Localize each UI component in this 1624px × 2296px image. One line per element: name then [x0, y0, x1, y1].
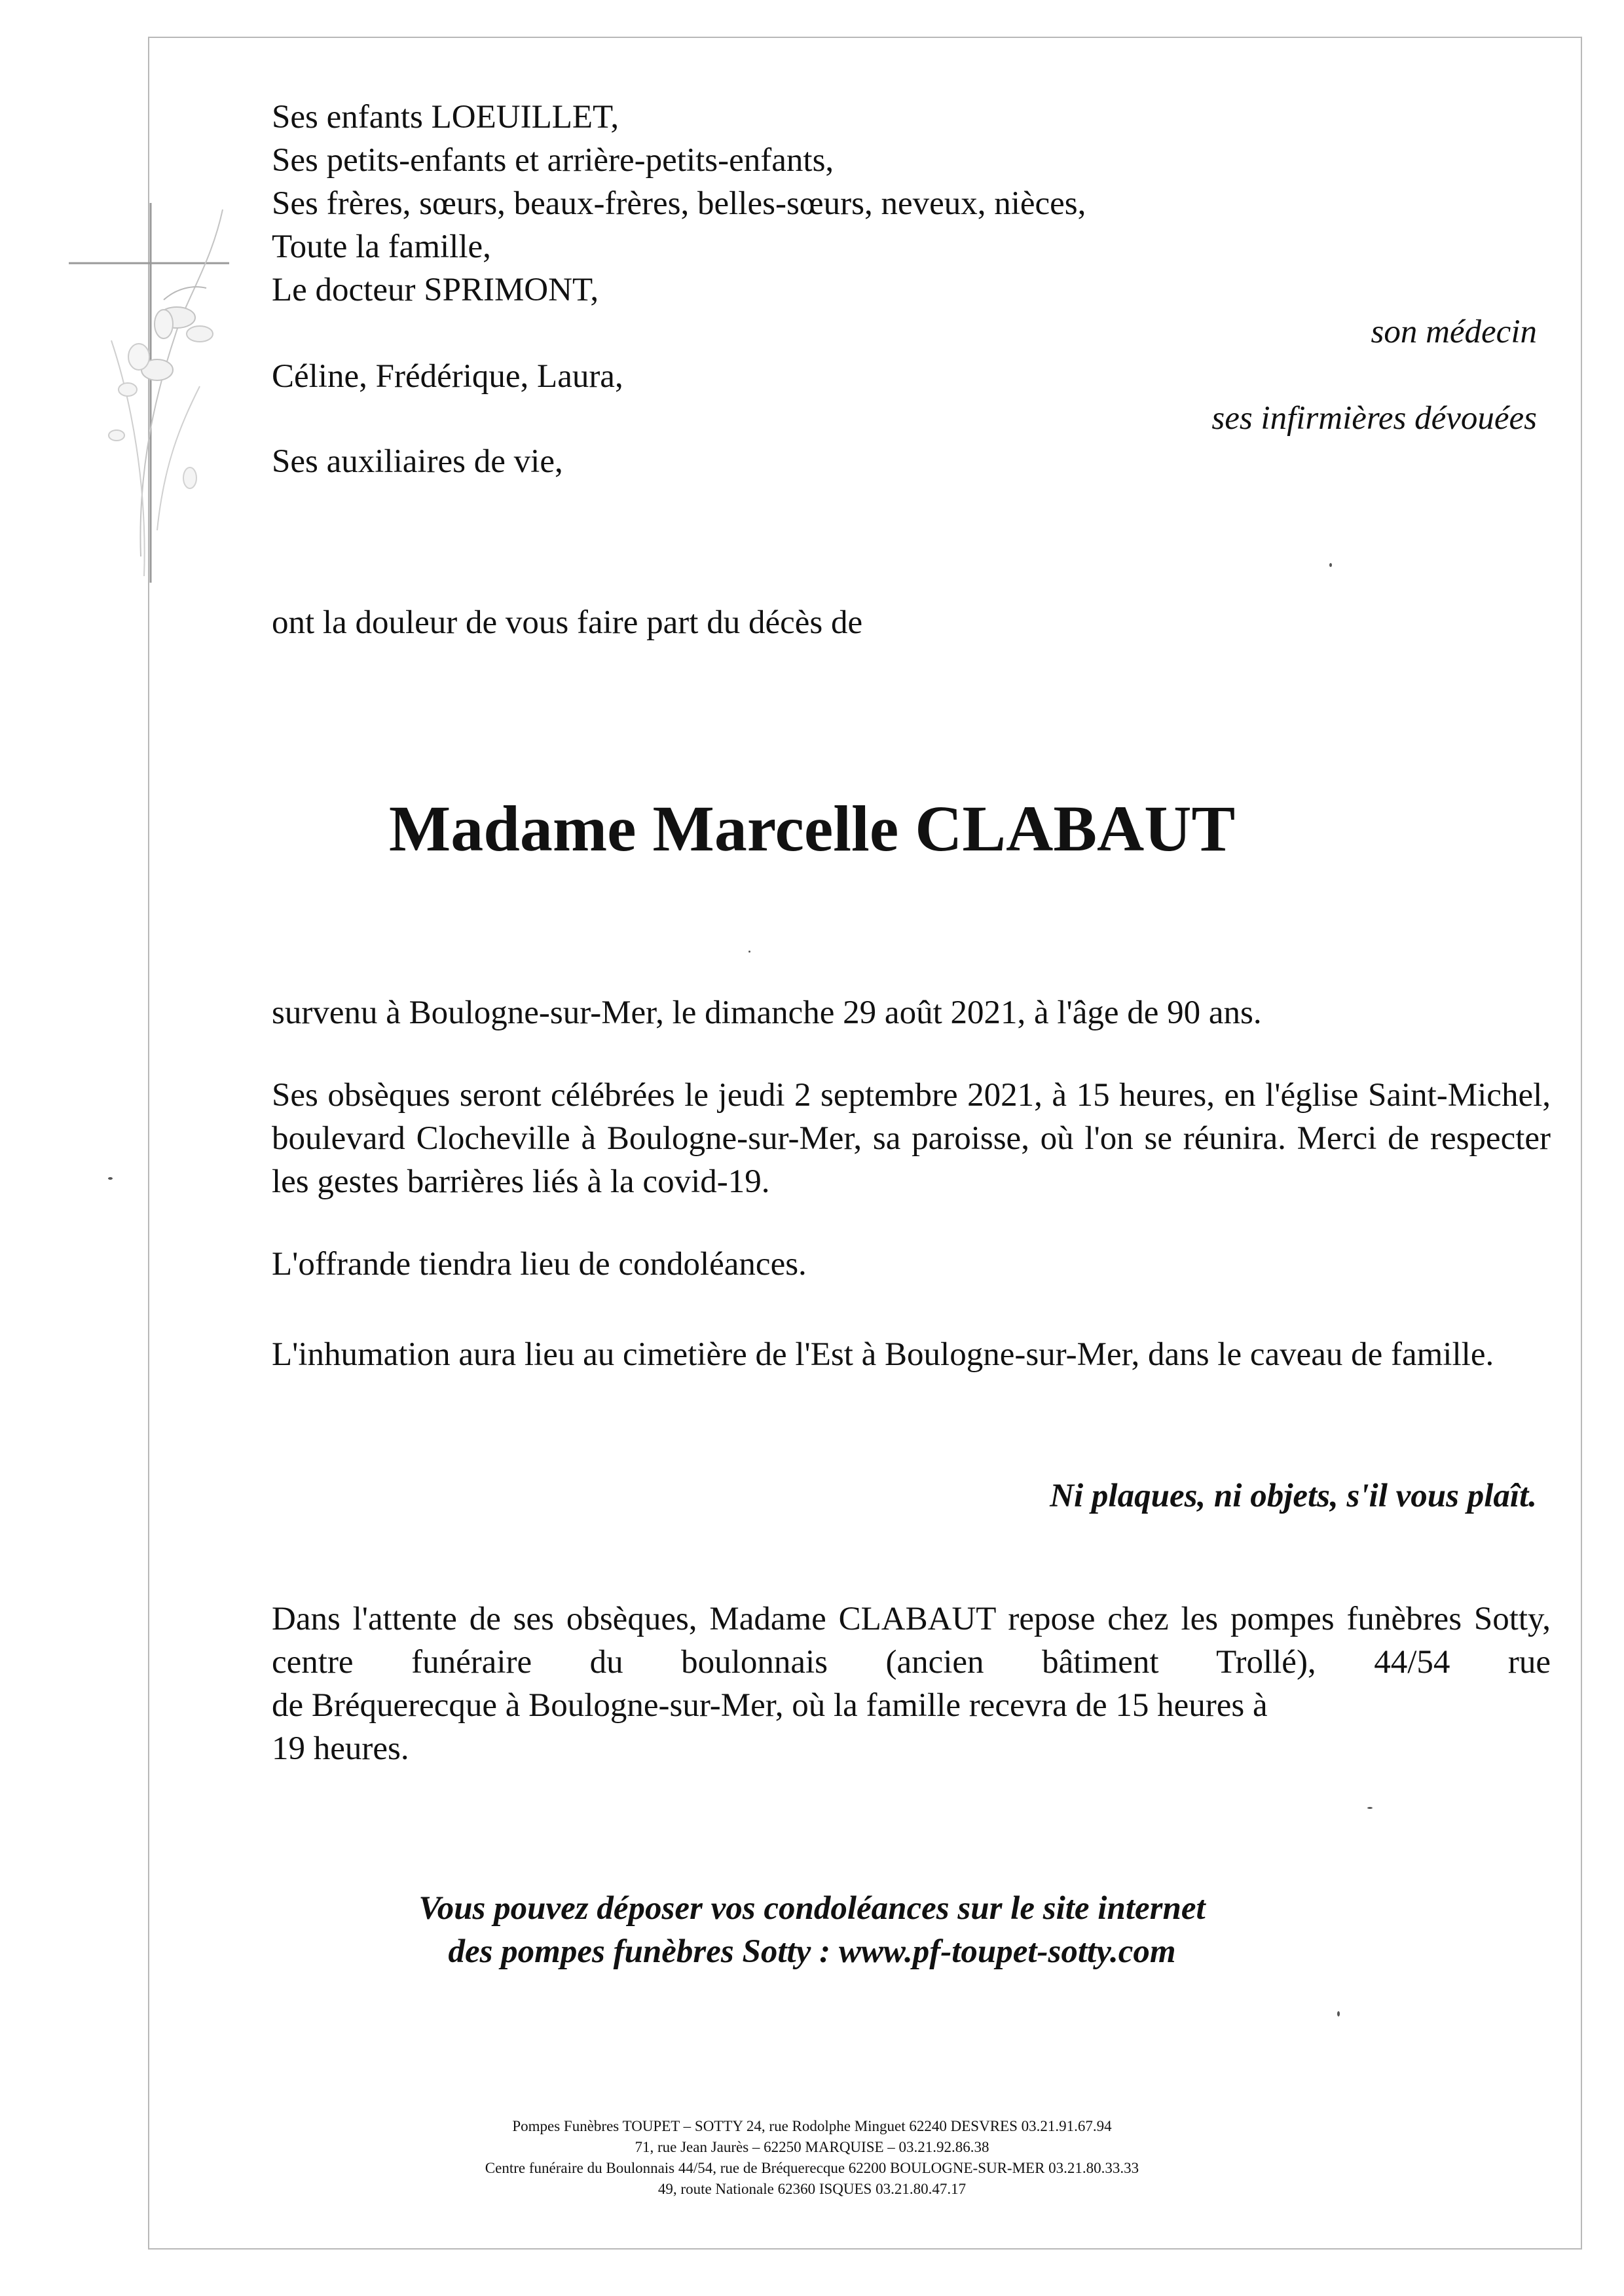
role-nurses: ses infirmières dévouées	[1211, 400, 1537, 437]
no-flowers-notice: Ni plaques, ni objets, s'il vous plaît.	[1050, 1478, 1537, 1514]
death-info: survenu à Boulogne-sur-Mer, le dimanche 29 août 2021, à l'âge de 90 ans.	[272, 994, 1262, 1031]
family-line-grandchildren: Ses petits-enfants et arrière-petits-enfants,	[272, 142, 834, 179]
footer-line-4: 49, route Nationale 62360 ISQUES 03.21.80.47.17	[657, 2181, 967, 2197]
announcement-text: ont la douleur de vous faire part du décès de	[272, 604, 863, 641]
scan-speck	[1329, 563, 1332, 567]
deceased-name: Madame Marcelle CLABAUT	[388, 792, 1236, 865]
condolences-line-2: des pompes funèbres Sotty : www.pf-toupet-sotty.com	[448, 1933, 1176, 1970]
scan-speck	[748, 951, 750, 953]
condolences-notice	[0, 1887, 1624, 1973]
role-doctor: son médecin	[1371, 314, 1537, 350]
condolences-line-1: Vous pouvez déposer vos condoléances sur le site internet	[418, 1890, 1206, 1927]
burial-paragraph: L'inhumation aura lieu au cimetière de l'Est à Boulogne-sur-Mer, dans le caveau de famille.	[272, 1336, 1494, 1373]
offering-text: L'offrande tiendra lieu de condoléances.	[272, 1246, 807, 1283]
repose-line-3: 19 heures.	[272, 1730, 409, 1767]
footer-line-3: Centre funéraire du Boulonnais 44/54, rue de Bréquerecque 62200 BOULOGNE-SUR-MER 03.21.80.33.33	[485, 2160, 1139, 2176]
family-line-siblings: Ses frères, sœurs, beaux-frères, belles-sœurs, neveux, nièces,	[272, 185, 1086, 222]
funeral-paragraph: Ses obsèques seront célébrées le jeudi 2 septembre 2021, à 15 heures, en l'église Saint-Michel, boulevard Clocheville à Boulogne-sur-Mer, sa paroisse, où l'on se réunira. Merci de respecter les gestes barrières liés à la covid-19.	[272, 1077, 1551, 1200]
repose-line-1: Dans l'attente de ses obsèques, Madame CLABAUT repose chez les pompes funèbres Sotty, centre funéraire du boulonnais (ancien bâtiment Trollé), 44/54 rue	[272, 1601, 1551, 1681]
cross-with-orchid-icon	[65, 190, 229, 596]
scan-speck	[1367, 1807, 1373, 1809]
family-line-carers: Ses auxiliaires de vie,	[272, 443, 563, 480]
footer-line-2: 71, rue Jean Jaurès – 62250 MARQUISE – 03.21.92.86.38	[635, 2139, 989, 2155]
family-line-doctor: Le docteur SPRIMONT,	[272, 272, 599, 308]
scan-speck	[1337, 2011, 1340, 2016]
footer-line-1: Pompes Funèbres TOUPET – SOTTY 24, rue Rodolphe Minguet 62240 DESVRES 03.21.91.67.94	[512, 2118, 1112, 2134]
repose-paragraph	[272, 1597, 1551, 1770]
scan-speck	[108, 1177, 113, 1180]
family-line-children: Ses enfants LOEUILLET,	[272, 99, 619, 136]
funeral-home-footer	[0, 2116, 1624, 2200]
family-line-all-family: Toute la famille,	[272, 228, 491, 265]
family-line-nurses: Céline, Frédérique, Laura,	[272, 358, 623, 395]
repose-line-2: de Bréquerecque à Boulogne-sur-Mer, où la famille recevra de 15 heures à	[272, 1687, 1268, 1724]
